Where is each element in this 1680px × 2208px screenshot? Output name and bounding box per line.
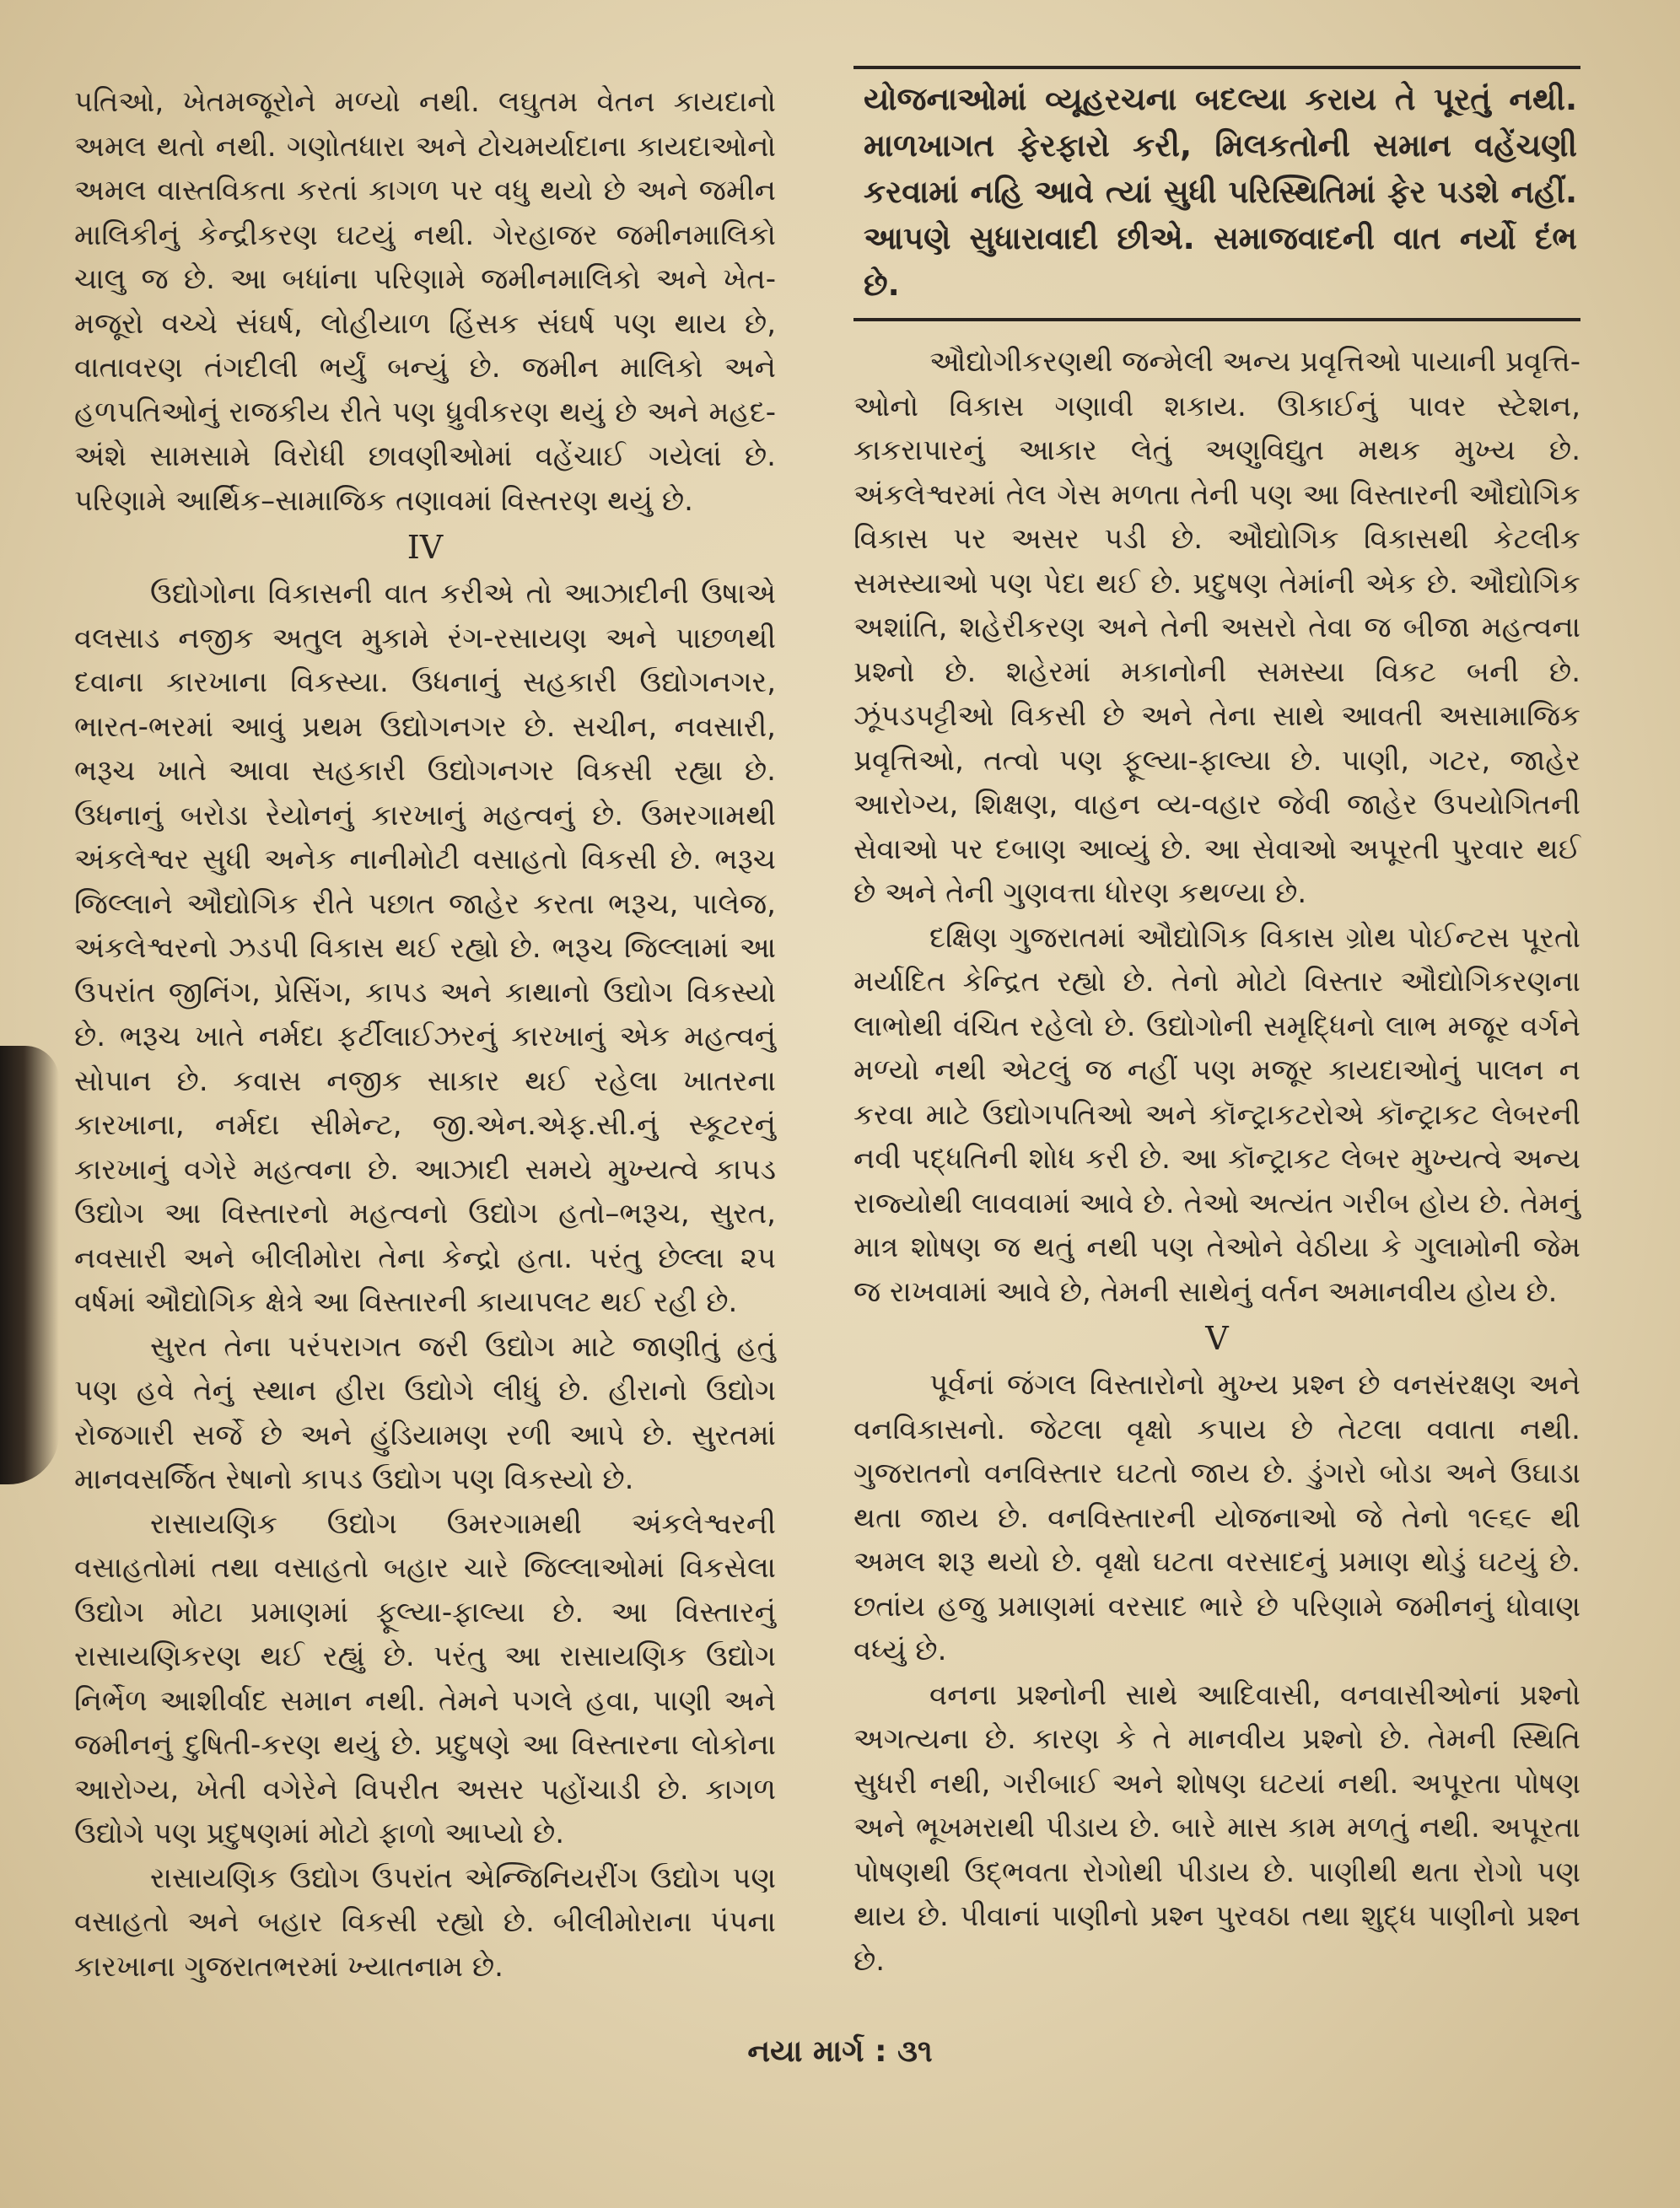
left-paragraph-5: રાસાયણિક ઉદ્યોગ ઉપરાંત એન્જિનિયરીંગ ઉદ્યોગ પણ વસાહતો અને બહાર વિકસી રહ્યો છે. બીલીમોરાના પંપના કારખાના ગુજરાતભરમાં ખ્યાતનામ છે. [74,1861,776,1984]
page-burn-mark [0,1046,59,1484]
right-paragraph-2: દક્ષિણ ગુજરાતમાં ઔદ્યોગિક વિકાસ ગ્રોથ પોઈન્ટસ પૂરતો મર્યાદિત કેન્દ્રિત રહ્યો છે. તેનો મોટો વિસ્તાર ઔદ્યોગિકરણના લાભોથી વંચિત રહેલો છે. ઉદ્યોગોની સમૃદ્ધિનો લાભ મજૂર વર્ગને મળ્યો નથી એટલું જ નહીં પણ મજૂર કાયદાઓનું પાલન ન કરવા માટે ઉદ્યોગપતિઓ અને કૉન્ટ્રાકટરોએ કૉન્ટ્રાકટ લેબરની નવી પદ્ધતિની શોધ કરી છે. આ કૉન્ટ્રાકટ લેબર મુખ્યત્વે અન્ય રાજ્યોથી લાવવામાં આવે છે. તેઓ અત્યંત ગરીબ હોય છે. તેમનું માત્ર શોષણ જ થતું નથી પણ તેઓને વેઠીયા કે ગુલામોની જેમ જ રાખવામાં આવે છે, તેમની સાથેનું વર્તન અમાનવીય હોય છે. [853,920,1580,1309]
section-heading-iv: IV [407,529,444,566]
right-paragraph-4: વનના પ્રશ્નોની સાથે આદિવાસી, વનવાસીઓનાં પ્રશ્નો અગત્યના છે. કારણ કે તે માનવીય પ્રશ્નો છે. તેમની સ્થિતિ સુધરી નથી, ગરીબાઈ અને શોષણ ઘટયાં નથી. અપૂરતા પોષણ અને ભૂખમરાથી પીડાય છે. બારે માસ કામ મળતું નથી. અપૂરતા પોષણથી ઉદ્‌ભવતા રોગોથી પીડાય છે. પાણીથી થતા રોગો પણ થાય છે. પીવાનાં પાણીનો પ્રશ્ન પુરવઠા તથા શુદ્ધ પાણીનો પ્રશ્ન છે. [853,1678,1580,1978]
left-paragraph-1: પતિઓ, ખેતમજૂરોને મળ્યો નથી. લઘુતમ વેતન કાયદાનો અમલ થતો નથી. ગણોતધારા અને ટોચમર્યાદાના કાયદાઓનો અમલ વાસ્તવિકતા કરતાં કાગળ પર વધુ થયો છે અને જમીન માલિકીનું કેન્દ્રીકરણ ઘટયું નથી. ગેરહાજર જમીનમાલિકો ચાલુ જ છે. આ બધાંના પરિણામે જમીનમાલિકો અને ખેત-મજૂરો વચ્ચે સંઘર્ષ, લોહીયાળ હિંસક સંઘર્ષ પણ થાય છે, વાતાવરણ તંગદીલી ભર્યું બન્યું છે. જમીન માલિકો અને હળપતિઓનું રાજકીય રીતે પણ ધ્રુવીકરણ થયું છે અને મહદ-અંશે સામસામે વિરોધી છાવણીઓમાં વહેંચાઈ ગયેલાં છે. પરિણામે આર્થિક–સામાજિક તણાવમાં વિસ્તરણ થયું છે. [74,85,776,518]
left-paragraph-3: સુરત તેના પરંપરાગત જરી ઉદ્યોગ માટે જાણીતું હતું પણ હવે તેનું સ્થાન હીરા ઉદ્યોગે લીધું છે. હીરાનો ઉદ્યોગ રોજગારી સર્જે છે અને હુંડિયામણ રળી આપે છે. સુરતમાં માનવસર્જિત રેષાનો કાપડ ઉદ્યોગ પણ વિકસ્યો છે. [74,1329,776,1496]
left-column [74,80,776,1989]
section-heading-v: V [1205,1320,1229,1357]
left-paragraph-2: ઉદ્યોગોના વિકાસની વાત કરીએ તો આઝાદીની ઉષાએ વલસાડ નજીક અતુલ મુકામે રંગ-રસાયણ અને પાછળથી દવાના કારખાના વિકસ્યા. ઉધનાનું સહકારી ઉદ્યોગનગર, ભારત-ભરમાં આવું પ્રથમ ઉદ્યોગનગર છે. સચીન, નવસારી, ભરૂચ ખાતે આવા સહકારી ઉદ્યોગનગર વિકસી રહ્યા છે. ઉધનાનું બરોડા રેયોનનું કારખાનું મહત્વનું છે. ઉમરગામથી અંકલેશ્વર સુધી અનેક નાનીમોટી વસાહતો વિકસી છે. ભરૂચ જિલ્લાને ઔદ્યોગિક રીતે પછાત જાહેર કરતા ભરૂચ, પાલેજ, અંકલેશ્વરનો ઝડપી વિકાસ થઈ રહ્યો છે. ભરૂચ જિલ્લામાં આ ઉપરાંત જીનિંગ, પ્રેસિંગ, કાપડ અને કાથાનો ઉદ્યોગ વિકસ્યો છે. ભરૂચ ખાતે નર્મદા ફર્ટીલાઈઝરનું કારખાનું એક મહત્વનું સોપાન છે. કવાસ નજીક સાકાર થઈ રહેલા ખાતરના કારખાના, નર્મદા સીમેન્ટ, જી.એન.એફ.સી.નું સ્કૂટરનું કારખાનું વગેરે મહત્વના છે. આઝાદી સમયે મુખ્યત્વે કાપડ ઉદ્યોગ આ વિસ્તારનો મહત્વનો ઉદ્યોગ હતો–ભરૂચ, સુરત, નવસારી અને બીલીમોરા તેના કેન્દ્રો હતા. પરંતુ છેલ્લા ૨૫ વર્ષમાં ઔદ્યોગિક ક્ષેત્રે આ વિસ્તારની કાયાપલટ થઈ રહી છે. [74,577,776,1319]
pull-quote: યોજનાઓમાં વ્યૂહરચના બદલ્યા કરાય તે પૂરતું નથી. માળખાગત ફેરફારો કરી, મિલકતોની સમાન વહેંચણી કરવામાં નહિ આવે ત્યાં સુધી પરિસ્થિતિમાં ફેર પડશે નહીં. આપણે સુધારાવાદી છીએ. સમાજવાદની વાત નર્યો દંભ છે. [853,66,1580,321]
left-paragraph-4: રાસાયણિક ઉદ્યોગ ઉમરગામથી અંકલેશ્વરની વસાહતોમાં તથા વસાહતો બહાર ચારે જિલ્લાઓમાં વિકસેલા ઉદ્યોગ મોટા પ્રમાણમાં ફૂલ્યા-ફાલ્યા છે. આ વિસ્તારનું રાસાયણિકરણ થઈ રહ્યું છે. પરંતુ આ રાસાયણિક ઉદ્યોગ નિર્ભેળ આશીર્વાદ સમાન નથી. તેમને પગલે હવા, પાણી અને જમીનનું દુષિતી-કરણ થયું છે. પ્રદુષણે આ વિસ્તારના લોકોના આરોગ્ય, ખેતી વગેરેને વિપરીત અસર પહોંચાડી છે. કાગળ ઉદ્યોગે પણ પ્રદુષણમાં મોટો ફાળો આપ્યો છે. [74,1506,776,1850]
right-column [853,66,1580,1983]
right-paragraph-3: પૂર્વનાં જંગલ વિસ્તારોનો મુખ્ય પ્રશ્ન છે વનસંરક્ષણ અને વનવિકાસનો. જેટલા વૃક્ષો કપાય છે તેટલા વવાતા નથી. ગુજરાતનો વનવિસ્તાર ઘટતો જાય છે. ડુંગરો બોડા અને ઉઘાડા થતા જાય છે. વનવિસ્તારની યોજનાઓ જે તેનો ૧૯૬૯ થી અમલ શરૂ થયો છે. વૃક્ષો ઘટતા વરસાદનું પ્રમાણ થોડું ઘટયું છે. છતાંય હજુ પ્રમાણમાં વરસાદ ભારે છે પરિણામે જમીનનું ધોવાણ વધ્યું છે. [853,1368,1580,1667]
page-footer: નયા માર્ગ : ૩૧ [747,2034,933,2069]
right-paragraph-1: ઔદ્યોગીકરણથી જન્મેલી અન્ય પ્રવૃત્તિઓ પાયાની પ્રવૃત્તિ-ઓનો વિકાસ ગણાવી શકાય. ઊકાઈનું પાવર સ્ટેશન, કાકરાપારનું આકાર લેતું અણુવિદ્યુત મથક મુખ્ય છે. અંકલેશ્વરમાં તેલ ગેસ મળતા તેની પણ આ વિસ્તારની ઔદ્યોગિક વિકાસ પર અસર પડી છે. ઔદ્યોગિક વિકાસથી કેટલીક સમસ્યાઓ પણ પેદા થઈ છે. પ્રદુષણ તેમાંની એક છે. ઔદ્યોગિક અશાંતિ, શહેરીકરણ અને તેની અસરો તેવા જ બીજા મહત્વના પ્રશ્નો છે. શહેરમાં મકાનોની સમસ્યા વિકટ બની છે. ઝૂંપડપટ્ટીઓ વિકસી છે અને તેના સાથે આવતી અસામાજિક પ્રવૃત્તિઓ, તત્વો પણ ફૂલ્યા-ફાલ્યા છે. પાણી, ગટર, જાહેર આરોગ્ય, શિક્ષણ, વાહન વ્ય-વહાર જેવી જાહેર ઉપયોગિતની સેવાઓ પર દબાણ આવ્યું છે. આ સેવાઓ અપૂરતી પુરવાર થઈ છે અને તેની ગુણવત્તા ધોરણ કથળ્યા છે. [853,345,1580,910]
